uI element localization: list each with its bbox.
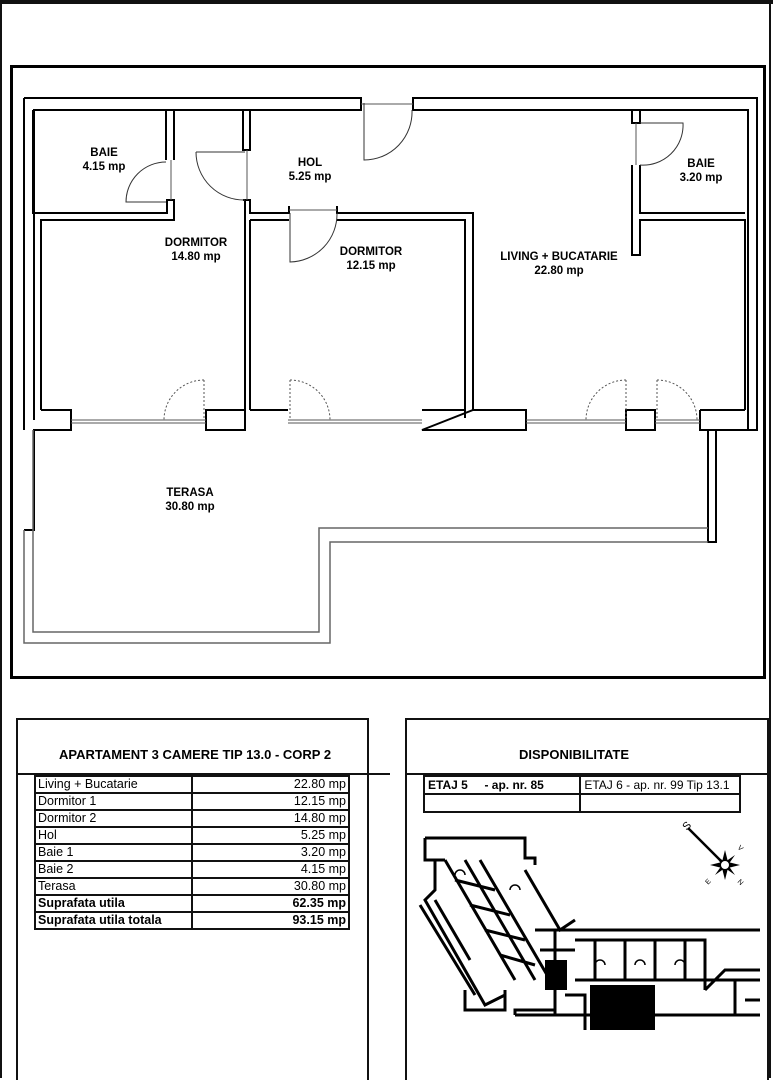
- room-area: 4.15 mp: [82, 161, 126, 173]
- room-label-terasa: [165, 486, 214, 514]
- room-area: 5.25 mp: [288, 171, 332, 183]
- table-row: [35, 861, 349, 878]
- room-area: 3.20 mp: [679, 172, 723, 184]
- row-label: Baie 1: [35, 844, 192, 861]
- room-area: 12.15 mp: [346, 260, 396, 272]
- row-value: 12.15 mp: [192, 793, 349, 810]
- compass-label-n: N: [735, 878, 745, 887]
- table-row: [424, 794, 740, 812]
- availability-title: DISPONIBILITATE: [519, 747, 630, 762]
- summary-title: APARTAMENT 3 CAMERE TIP 13.0 - CORP 2: [59, 747, 332, 762]
- room-area: 30.80 mp: [165, 501, 215, 513]
- table-row-grand-total: [35, 912, 349, 929]
- wall-bottom-left: [24, 410, 71, 530]
- availability-cell-etaj-6: ETAJ 6 - ap. nr. 99 Tip 13.1: [580, 776, 740, 794]
- table-row: [35, 844, 349, 861]
- row-label: Living + Bucatarie: [35, 776, 192, 793]
- row-value: 4.15 mp: [192, 861, 349, 878]
- room-name: TERASA: [166, 487, 214, 499]
- row-label: Hol: [35, 827, 192, 844]
- row-value: 93.15 mp: [192, 912, 349, 929]
- compass-label-v: V: [735, 844, 745, 853]
- room-area: 14.80 mp: [171, 251, 221, 263]
- compass-rose-icon: [680, 818, 750, 890]
- row-label: Suprafata utila totala: [35, 912, 192, 929]
- table-row: [35, 810, 349, 827]
- row-value: 62.35 mp: [192, 895, 349, 912]
- room-label-hol: [289, 156, 332, 184]
- row-label: Dormitor 2: [35, 810, 192, 827]
- room-name: BAIE: [90, 147, 118, 159]
- room-name: LIVING + BUCATARIE: [500, 251, 618, 263]
- terrace-outline: [24, 430, 708, 643]
- table-row-total-useful: [35, 895, 349, 912]
- row-value: 14.80 mp: [192, 810, 349, 827]
- table-row: [35, 878, 349, 895]
- row-value: 3.20 mp: [192, 844, 349, 861]
- wall-baie1: [632, 110, 640, 123]
- availability-cell-etaj-5: ETAJ 5 - ap. nr. 85: [424, 776, 580, 794]
- room-name: HOL: [297, 157, 323, 169]
- table-row: [35, 793, 349, 810]
- room-label-dormitor-1: [340, 245, 402, 273]
- row-value: 5.25 mp: [192, 827, 349, 844]
- availability-table: [423, 775, 741, 813]
- compass-label-e: E: [704, 877, 713, 887]
- room-label-baie-2: [83, 146, 126, 174]
- room-label-living: [500, 250, 617, 278]
- room-label-dormitor-2: [165, 236, 227, 264]
- door-swings-dashed: [164, 380, 697, 420]
- table-row: [35, 776, 349, 793]
- areas-table: [34, 775, 350, 930]
- row-label: Terasa: [35, 878, 192, 895]
- row-label: Dormitor 1: [35, 793, 192, 810]
- room-label-baie-1: [680, 157, 723, 185]
- room-name: DORMITOR: [164, 237, 228, 249]
- row-label: Suprafata utila: [35, 895, 192, 912]
- room-area: 22.80 mp: [534, 265, 584, 277]
- availability-cell-empty: [580, 794, 740, 812]
- room-name: DORMITOR: [339, 246, 403, 258]
- room-name: BAIE: [687, 158, 715, 170]
- table-row: [424, 776, 740, 794]
- wall-hol-bottom: [243, 200, 289, 213]
- compass-label-s: S: [680, 819, 695, 834]
- availability-cell-empty: [424, 794, 580, 812]
- row-value: 22.80 mp: [192, 776, 349, 793]
- row-label: Baie 2: [35, 861, 192, 878]
- row-value: 30.80 mp: [192, 878, 349, 895]
- table-row: [35, 827, 349, 844]
